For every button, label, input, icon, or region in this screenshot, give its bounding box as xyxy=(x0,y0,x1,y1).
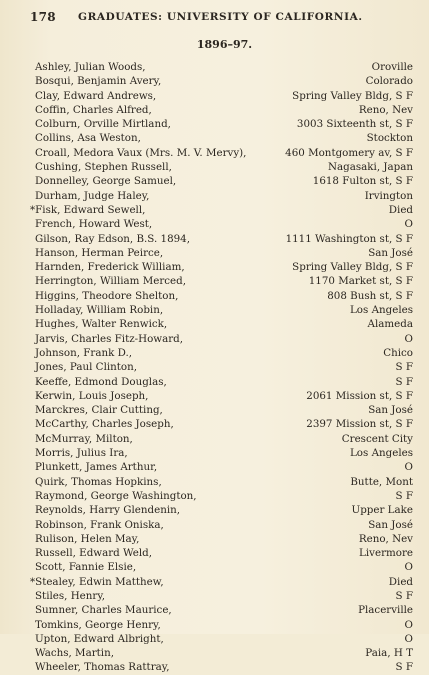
graduate-name: Donnelley, George Samuel, xyxy=(35,175,177,188)
graduate-name: Holladay, William Robin, xyxy=(35,304,164,317)
graduate-entry xyxy=(35,332,415,346)
graduate-address: O xyxy=(404,218,413,231)
graduate-address: Stockton xyxy=(366,132,413,145)
graduate-entry xyxy=(35,589,415,603)
graduate-name: French, Howard West, xyxy=(35,218,153,231)
graduate-name: *Stealey, Edwin Matthew, xyxy=(30,575,164,588)
graduate-address: Butte, Mont xyxy=(350,475,413,488)
graduate-address: 2397 Mission st, S F xyxy=(306,418,413,431)
graduate-entry xyxy=(35,375,415,389)
graduate-name: Harnden, Frederick William, xyxy=(35,261,185,274)
graduate-entry xyxy=(35,317,415,331)
running-head: GRADUATES: UNIVERSITY OF CALIFORNIA. xyxy=(78,11,363,23)
graduate-name: Durham, Judge Haley, xyxy=(35,189,150,202)
graduate-name: Marckres, Clair Cutting, xyxy=(35,404,163,417)
graduate-name: Ashley, Julian Woods, xyxy=(35,61,146,73)
graduate-name: Jones, Paul Clinton, xyxy=(35,361,138,374)
graduate-name: Hughes, Walter Renwick, xyxy=(35,318,168,331)
graduate-entry xyxy=(35,503,415,517)
graduate-name: Clay, Edward Andrews, xyxy=(35,89,157,102)
graduate-name: Croall, Medora Vaux (Mrs. M. V. Mervy), xyxy=(35,146,247,159)
graduate-name: Cushing, Stephen Russell, xyxy=(35,161,172,174)
graduate-address: O xyxy=(404,632,413,645)
graduate-entry xyxy=(35,74,415,88)
graduate-address: S F xyxy=(395,489,413,502)
graduate-name: Hanson, Herman Peirce, xyxy=(35,246,164,259)
graduate-address: 460 Montgomery av, S F xyxy=(285,146,413,159)
graduate-address: 808 Bush st, S F xyxy=(327,289,413,302)
graduate-entry xyxy=(35,346,415,360)
graduate-name: Quirk, Thomas Hopkins, xyxy=(35,475,162,488)
graduate-address: Spring Valley Bldg, S F xyxy=(292,261,413,274)
graduate-name: Wheeler, Thomas Rattray, xyxy=(35,661,170,674)
page-number: 178 xyxy=(30,10,56,24)
graduate-entry xyxy=(30,575,415,589)
graduate-name: Jarvis, Charles Fitz-Howard, xyxy=(35,332,184,345)
graduate-entry xyxy=(35,632,415,646)
graduate-entry xyxy=(35,532,415,546)
graduate-address: S F xyxy=(395,361,413,374)
graduate-address: Paia, H T xyxy=(365,647,413,660)
graduate-entry xyxy=(35,446,415,460)
graduate-address: O xyxy=(404,461,413,474)
graduate-name: Plunkett, James Arthur, xyxy=(35,461,158,474)
graduate-entry xyxy=(35,232,415,246)
graduate-name: Bosqui, Benjamin Avery, xyxy=(35,75,162,88)
graduate-address: Upper Lake xyxy=(351,504,413,517)
graduate-name: McMurray, Milton, xyxy=(35,432,133,445)
graduate-name: Kerwin, Louis Joseph, xyxy=(35,389,149,402)
graduate-address: Placerville xyxy=(358,604,413,617)
graduate-address: Nagasaki, Japan xyxy=(327,161,413,174)
graduate-address: S F xyxy=(395,589,413,602)
graduate-address: Crescent City xyxy=(341,432,413,445)
graduate-entry xyxy=(35,189,415,203)
graduate-entry xyxy=(30,203,415,217)
graduate-address: 1111 Washington st, S F xyxy=(285,232,413,245)
graduate-name: Herrington, William Merced, xyxy=(35,275,186,288)
graduate-name: Coffin, Charles Alfred, xyxy=(35,103,152,116)
graduate-name: Sumner, Charles Maurice, xyxy=(35,604,172,617)
graduate-address: Oroville xyxy=(371,61,413,73)
graduate-entry xyxy=(35,260,415,274)
graduate-entry xyxy=(35,403,415,417)
graduate-address: Alameda xyxy=(367,318,413,331)
graduate-address: O xyxy=(404,332,413,345)
graduate-entry xyxy=(35,60,415,74)
graduate-address: 1170 Market st, S F xyxy=(308,275,413,288)
graduate-address: Irvington xyxy=(364,189,413,202)
graduate-address: S F xyxy=(395,375,413,388)
graduate-address: Spring Valley Bldg, S F xyxy=(292,89,413,102)
graduate-entry xyxy=(35,489,415,503)
graduate-address: S F xyxy=(395,661,413,674)
graduate-address: 1618 Fulton st, S F xyxy=(312,175,413,188)
graduate-name: Raymond, George Washington, xyxy=(35,489,197,502)
graduate-address: San José xyxy=(368,246,413,259)
graduate-name: Tomkins, George Henry, xyxy=(35,618,161,631)
graduate-address: Chico xyxy=(383,346,413,359)
graduate-list xyxy=(30,60,415,675)
graduate-name: Colburn, Orville Mirtland, xyxy=(35,118,171,131)
graduate-address: Livermore xyxy=(359,547,413,560)
graduate-entry xyxy=(35,432,415,446)
graduate-entry xyxy=(35,560,415,574)
graduate-entry xyxy=(35,546,415,560)
graduate-entry xyxy=(35,360,415,374)
graduate-entry xyxy=(35,217,415,231)
graduate-name: Rulison, Helen May, xyxy=(35,532,140,545)
graduate-entry xyxy=(35,117,415,131)
graduate-name: Keeffe, Edmond Douglas, xyxy=(35,375,167,388)
graduate-address: Colorado xyxy=(365,75,413,88)
graduate-entry xyxy=(35,660,415,674)
graduate-name: Collins, Asa Weston, xyxy=(35,132,141,145)
graduate-entry xyxy=(35,389,415,403)
graduate-entry xyxy=(35,131,415,145)
graduate-address: O xyxy=(404,561,413,574)
graduate-address: 2061 Mission st, S F xyxy=(306,389,413,402)
graduate-entry xyxy=(35,417,415,431)
graduate-address: Died xyxy=(388,575,413,588)
graduate-name: Morris, Julius Ira, xyxy=(35,447,128,460)
graduate-entry xyxy=(35,303,415,317)
graduate-entry xyxy=(35,460,415,474)
graduate-address: Los Angeles xyxy=(349,304,413,317)
graduate-name: Scott, Fannie Elsie, xyxy=(35,561,137,574)
graduate-entry xyxy=(35,174,415,188)
graduate-address: O xyxy=(404,618,413,631)
graduate-entry xyxy=(35,518,415,532)
graduate-name: Gilson, Ray Edson, B.S. 1894, xyxy=(35,232,191,245)
graduate-address: Died xyxy=(388,203,413,216)
graduate-name: Reynolds, Harry Glendenin, xyxy=(35,504,181,517)
graduate-address: Reno, Nev xyxy=(358,103,413,116)
graduate-name: Russell, Edward Weld, xyxy=(35,547,153,560)
graduate-name: Wachs, Martin, xyxy=(35,647,114,660)
graduate-name: Higgins, Theodore Shelton, xyxy=(35,289,179,302)
graduate-name: Upton, Edward Albright, xyxy=(35,632,164,645)
graduate-entry xyxy=(35,146,415,160)
graduate-name: McCarthy, Charles Joseph, xyxy=(35,418,174,431)
graduate-entry xyxy=(35,246,415,260)
graduate-entry xyxy=(35,603,415,617)
graduate-entry xyxy=(35,646,415,660)
graduate-entry xyxy=(35,160,415,174)
graduate-entry xyxy=(35,103,415,117)
graduate-entry xyxy=(35,289,415,303)
graduate-name: Stiles, Henry, xyxy=(35,589,106,602)
class-year-heading: 1896–97. xyxy=(196,38,253,51)
graduate-name: Robinson, Frank Oniska, xyxy=(35,518,164,531)
page-header xyxy=(0,10,429,26)
graduate-address: Los Angeles xyxy=(349,447,413,460)
graduate-address: San José xyxy=(368,404,413,417)
graduate-entry xyxy=(35,618,415,632)
graduate-name: *Fisk, Edward Sewell, xyxy=(30,203,146,216)
graduate-address: San José xyxy=(368,518,413,531)
graduate-address: 3003 Sixteenth st, S F xyxy=(296,118,413,131)
graduate-entry xyxy=(35,89,415,103)
graduate-entry xyxy=(35,475,415,489)
graduate-name: Johnson, Frank D., xyxy=(35,346,133,359)
graduate-entry xyxy=(35,274,415,288)
graduate-address: Reno, Nev xyxy=(358,532,413,545)
